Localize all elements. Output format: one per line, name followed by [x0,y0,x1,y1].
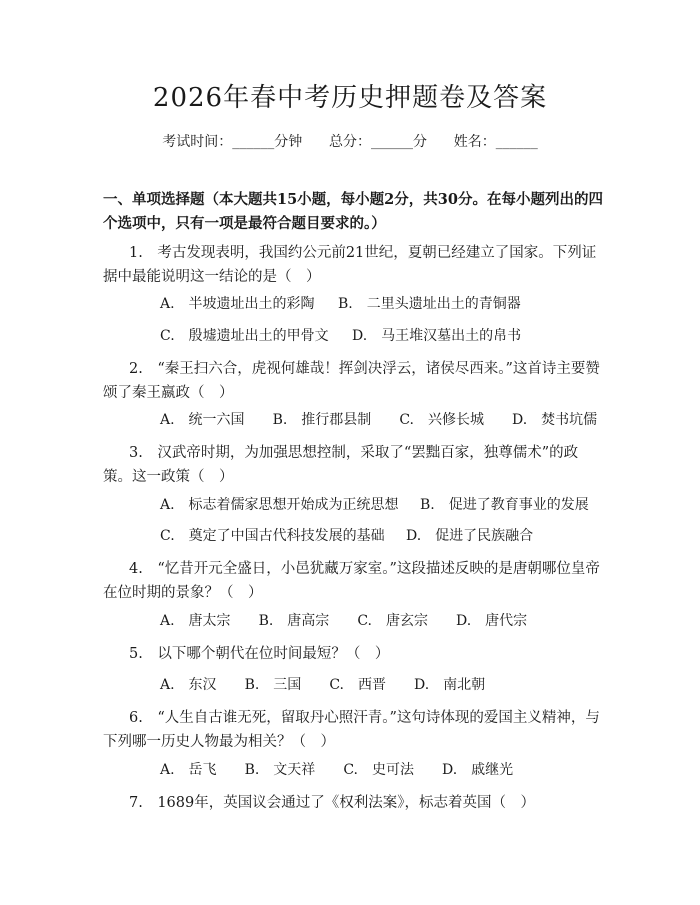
option-c: C. 西晋 [329,677,386,693]
question-2: 2. “秦王扫六合，虎视何雄哉！挥剑决浮云，诸侯尽西来。”这首诗主要赞颂了秦王嬴政（ ） [103,361,600,401]
question-5-options [160,675,513,695]
option-c: C. 唐玄宗 [357,613,428,629]
option-d: D. 唐代宗 [455,613,528,629]
question-3: 3. 汉武帝时期，为加强思想控制，采取了“罢黜百家，独尊儒术”的政策。这一政策（ ） [103,445,579,485]
option-d: D. 马王堆汉墓出土的帛书 [352,328,522,344]
option-a: A. 统一六国 [160,412,245,428]
option-b: B. 推行郡县制 [272,412,372,428]
question-1-options-row-2 [160,326,549,346]
question-7: 7. 1689年，英国议会通过了《权利法案》，标志着英国（ ） [129,795,535,811]
option-a: A. 半坡遗址出土的彩陶 [160,296,315,312]
option-b: B. 二里头遗址出土的青铜器 [338,296,521,312]
question-6: 6. “人生自古谁无死，留取丹心照汗青。”这句诗体现的爱国主义精神，与下列哪一历史人物最为相关？（ ） [103,710,600,750]
option-b: B. 唐高宗 [258,613,330,629]
question-3-options-row-1 [160,495,617,515]
option-a: A. 东汉 [160,677,217,693]
section-heading: 一、单项选择题（本大题共15小题，每小题2分，共30分。在每小题列出的四个选项中，只有一项是最符合题目要求的。） [103,191,603,232]
option-d: D. 促进了民族融合 [406,528,534,544]
option-b: B. 促进了教育事业的发展 [420,497,589,513]
option-b: B. 文天祥 [244,762,316,778]
exam-meta-line: 考试时间：______分钟 总分：______分 姓名：______ [162,134,538,150]
option-d: D. 焚书坑儒 [511,412,598,428]
question-1: 1. 考古发现表明，我国约公元前21世纪，夏朝已经建立了国家。下列证据中最能说明这一结论的是（ ） [103,245,597,285]
question-4: 4. “忆昔开元全盛日，小邑犹藏万家室。”这段描述反映的是唐朝哪位皇帝在位时期的景象？（ ） [103,561,600,601]
question-6-options [160,760,541,780]
question-5: 5. 以下哪个朝代在位时间最短？（ ） [129,646,390,662]
option-c: C. 兴修长城 [399,412,484,428]
question-1-options-row-1 [160,294,549,314]
question-2-options [160,410,625,430]
option-c: C. 史可法 [343,762,414,778]
option-a: A. 标志着儒家思想开始成为正统思想 [160,497,399,513]
option-a: A. 岳飞 [160,762,217,778]
option-d: D. 南北朝 [413,677,486,693]
option-c: C. 奠定了中国古代科技发展的基础 [160,528,385,544]
question-4-options [160,611,555,631]
option-a: A. 唐太宗 [160,613,231,629]
option-c: C. 殷墟遗址出土的甲骨文 [160,328,329,344]
exam-title: 2026年春中考历史押题卷及答案 [152,83,548,113]
option-d: D. 戚继光 [441,762,514,778]
option-b: B. 三国 [244,677,302,693]
question-3-options-row-2 [160,526,561,546]
